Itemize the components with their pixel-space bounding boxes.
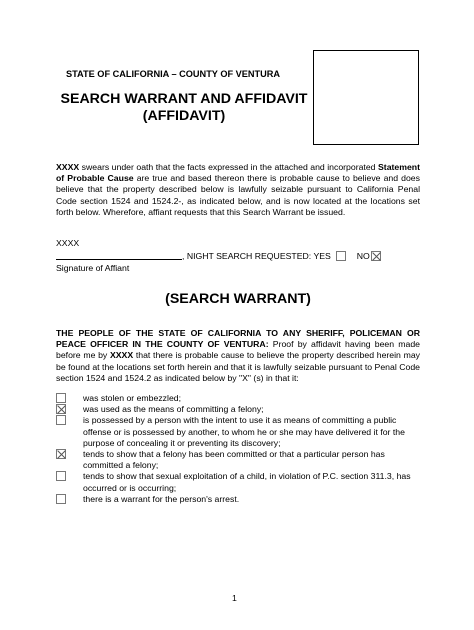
grounds-text: is possessed by a person with the intent to use it as means of committing a public offense or is possessed by another, to whom he or she may have delivered it for the purpose of concealing it or preventing its discovery; [83,415,405,448]
grounds-item [56,494,420,505]
night-search-label: , NIGHT SEARCH REQUESTED: YES [182,251,331,261]
grounds-checkbox[interactable] [56,404,66,414]
affidavit-text-1: swears under oath that the facts expressed in the attached and incorporated [79,162,378,172]
night-search-no-checkbox[interactable] [371,251,381,261]
warrant-affiant-name: XXXX [109,350,134,361]
grounds-text: tends to show that a felony has been committed or that a particular person has committed a felony; [83,449,385,471]
affidavit-text-2: are true and based thereon there is probable cause to believe and does believe that the property described below is lawfully seizable pursuant to California Penal Code section 1524 and 1524.2-, as indicated below, and is now located at the locations set forth below. Wherefore, affiant requests that this Search Warrant be issued. [56,173,420,217]
search-warrant-heading: (SEARCH WARRANT) [165,291,311,307]
title-line-2: (AFFIDAVIT) [142,108,226,124]
grounds-list [56,393,420,505]
grounds-checkbox[interactable] [56,449,66,459]
affiant-name: XXXX [56,162,80,172]
warrant-paragraph [56,328,420,384]
night-search-yes-checkbox[interactable] [336,251,346,261]
signature-line[interactable] [56,251,182,260]
state-county-line: STATE OF CALIFORNIA – COUNTY OF VENTURA [66,69,281,79]
night-search-no-label: NO [356,251,370,261]
grounds-text: was stolen or embezzled; [83,393,182,403]
affidavit-paragraph [56,162,420,218]
grounds-item [56,404,420,415]
grounds-checkbox[interactable] [56,415,66,425]
grounds-text: was used as the means of committing a felony; [83,404,264,415]
grounds-checkbox[interactable] [56,471,66,481]
grounds-item [56,393,420,404]
probable-cause-term: Statement of Probable Cause [56,162,420,184]
warrant-text-2: that there is probable cause to believe the property described herein may be found at the locations set forth herein and that it is lawfully seizable pursuant to Penal Code section 1524 and 1524.2 as indicated below by "X" (s) in that it: [56,350,420,383]
grounds-text: tends to show that sexual exploitation of a child, in violation of P.C. section 311.3, has occurred or is occurring; [83,471,411,493]
page-number: 1 [232,593,237,603]
official-stamp-box [313,50,419,145]
grounds-item [56,471,420,493]
signature-caption: Signature of Affiant [56,263,130,273]
document-title [56,91,312,125]
grounds-item [56,449,420,471]
grounds-checkbox[interactable] [56,393,66,403]
signer-name: XXXX [56,238,80,248]
title-line-1: SEARCH WARRANT AND AFFIDAVIT [60,91,308,107]
grounds-item [56,415,420,449]
warrant-text-1: Proof by affidavit having been made before me by [56,339,420,361]
warrant-intro: THE PEOPLE OF THE STATE OF CALIFORNIA TO ANY SHERIFF, POLICEMAN OR PEACE OFFICER IN THE COUNTY OF VENTURA: [56,328,420,350]
grounds-checkbox[interactable] [56,494,66,504]
grounds-text: there is a warrant for the person's arrest. [83,493,240,504]
signature-row [56,251,381,262]
